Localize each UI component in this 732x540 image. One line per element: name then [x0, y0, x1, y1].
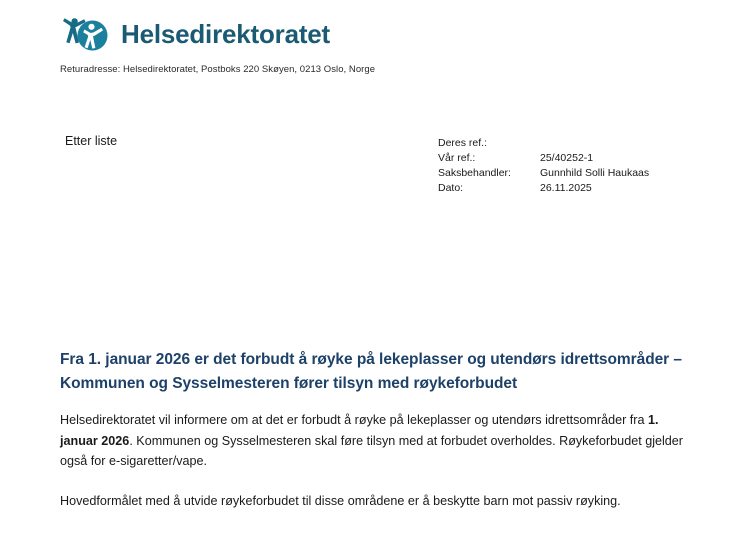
- document-body: [60, 410, 685, 511]
- reference-row: [438, 151, 649, 166]
- helsedirektoratet-logo-icon: [60, 14, 110, 54]
- reference-label: Vår ref.:: [438, 152, 476, 164]
- body-paragraph: [60, 491, 685, 512]
- reference-row: [438, 181, 649, 196]
- body-paragraph: [60, 410, 685, 472]
- reference-value: 25/40252-1: [540, 152, 594, 164]
- reference-value: 26.11.2025: [540, 182, 592, 194]
- reference-label: Dato:: [438, 182, 464, 194]
- reference-row: [438, 166, 649, 181]
- reference-label: Deres ref.:: [438, 137, 488, 149]
- recipient-line: Etter liste: [65, 134, 118, 148]
- body-text: Hovedformålet med å utvide røykeforbudet til disse områdene er å beskytte barn mot passiv røyking.: [60, 493, 621, 508]
- reference-block: [438, 136, 649, 196]
- page-title: Fra 1. januar 2026 er det forbudt å røyke på lekeplasser og utendørs idrettsområder – Kommunen og Sysselmesteren fører tilsyn med røykeforbudet: [60, 351, 682, 392]
- return-address: Returadresse: Helsedirektoratet, Postboks 220 Skøyen, 0213 Oslo, Norge: [60, 64, 376, 75]
- wordmark: Helsedirektoratet: [121, 19, 331, 49]
- reference-label: Saksbehandler:: [438, 167, 511, 179]
- body-text: Helsedirektoratet vil informere om at det er forbudt å røyke på lekeplasser og utendørs idrettsområder fra: [60, 413, 648, 427]
- reference-value: [540, 136, 649, 151]
- body-text: . Kommunen og Sysselmesteren skal føre tilsyn med at forbudet overholdes. Røykeforbudet gjelder også for e-sigaretter/vape.: [60, 433, 684, 468]
- letterhead: [60, 14, 330, 54]
- emphasis-text: 1. januar 2026: [60, 413, 659, 448]
- reference-row: [438, 136, 649, 151]
- reference-value: Gunnhild Solli Haukaas: [540, 167, 650, 179]
